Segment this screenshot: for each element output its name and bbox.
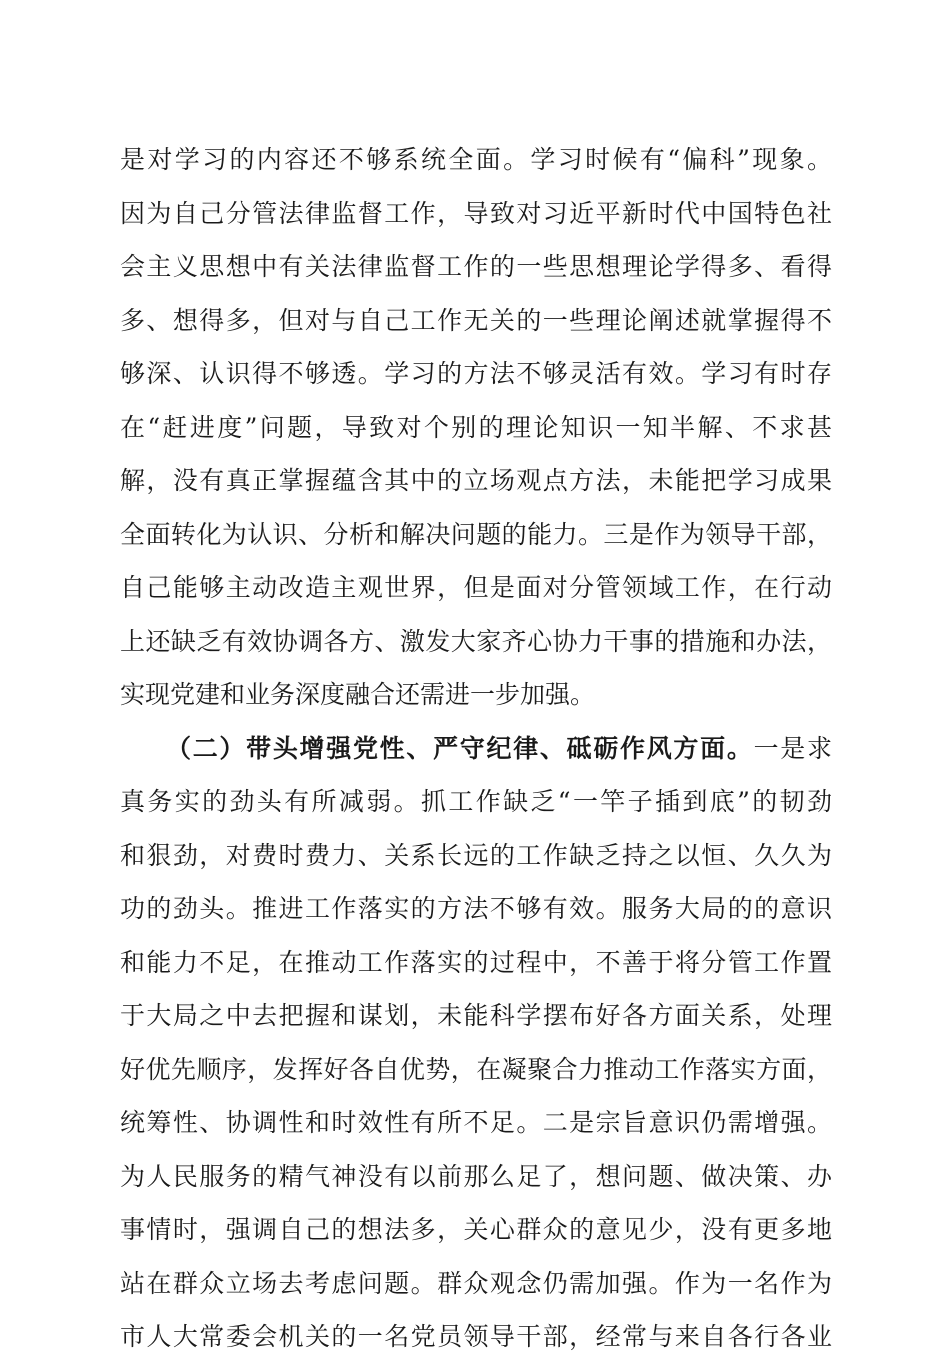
text-line: 实现党建和业务深度融合还需进一步加强。 [120,680,596,709]
text-line: 市人大常委会机关的一名党员领导干部，经常与来自各行各业 [120,1322,832,1351]
text-line: 在“赶进度”问题，导致对个别的理论知识一知半解、不求甚 [120,412,832,442]
text-line: 解，没有真正掌握蕴含其中的立场观点方法，未能把学习成果 [120,466,832,495]
text-line: 真务实的劲头有所减弱。抓工作缺乏“一竿子插到底”的韧劲 [120,787,832,816]
text-line: 事情时，强调自己的想法多，关心群众的意见少，没有更多地 [120,1215,832,1244]
text-line: 自己能够主动改造主观世界，但是面对分管领域工作，在行动 [120,573,832,602]
section-heading: （二）带头增强党性、严守纪律、砥砺作风方面。 [166,733,754,763]
text-line: 因为自己分管法律监督工作，导致对习近平新时代中国特色社 [120,198,832,228]
text-line: 多、想得多，但对与自己工作无关的一些理论阐述就掌握得不 [120,305,832,335]
text-line: 统筹性、协调性和时效性有所不足。二是宗旨意识仍需增强。 [120,1108,832,1137]
text-line: 好优先顺序，发挥好各自优势，在凝聚合力推动工作落实方面， [120,1054,832,1084]
paragraph-1 [120,133,832,722]
text-line: 上还缺乏有效协调各方、激发大家齐心协力干事的措施和办法， [120,626,832,656]
document-body [120,133,832,1364]
text-line: 和狠劲，对费时费力、关系长远的工作缺乏持之以恒、久久为 [120,840,832,870]
text-line: 够深、认识得不够透。学习的方法不够灵活有效。学习有时存 [120,359,832,388]
text-line: 是对学习的内容还不够系统全面。学习时候有“偏科”现象。 [120,145,832,174]
text-line: 和能力不足，在推动工作落实的过程中，不善于将分管工作置 [120,947,832,977]
text-line: 于大局之中去把握和谋划，未能科学摆布好各方面关系，处理 [120,1001,832,1030]
section-heading-line [120,722,832,776]
text-line: 功的劲头。推进工作落实的方法不够有效。服务大局的的意识 [120,894,832,923]
heading-line-rest: 一是求 [753,733,832,763]
text-line: 为人民服务的精气神没有以前那么足了，想问题、做决策、办 [120,1161,832,1191]
text-line: 会主义思想中有关法律监督工作的一些思想理论学得多、看得 [120,252,832,281]
text-line: 站在群众立场去考虑问题。群众观念仍需加强。作为一名作为 [120,1268,832,1298]
text-line: 全面转化为认识、分析和解决问题的能力。三是作为领导干部， [120,519,832,549]
paragraph-2 [120,722,832,1364]
